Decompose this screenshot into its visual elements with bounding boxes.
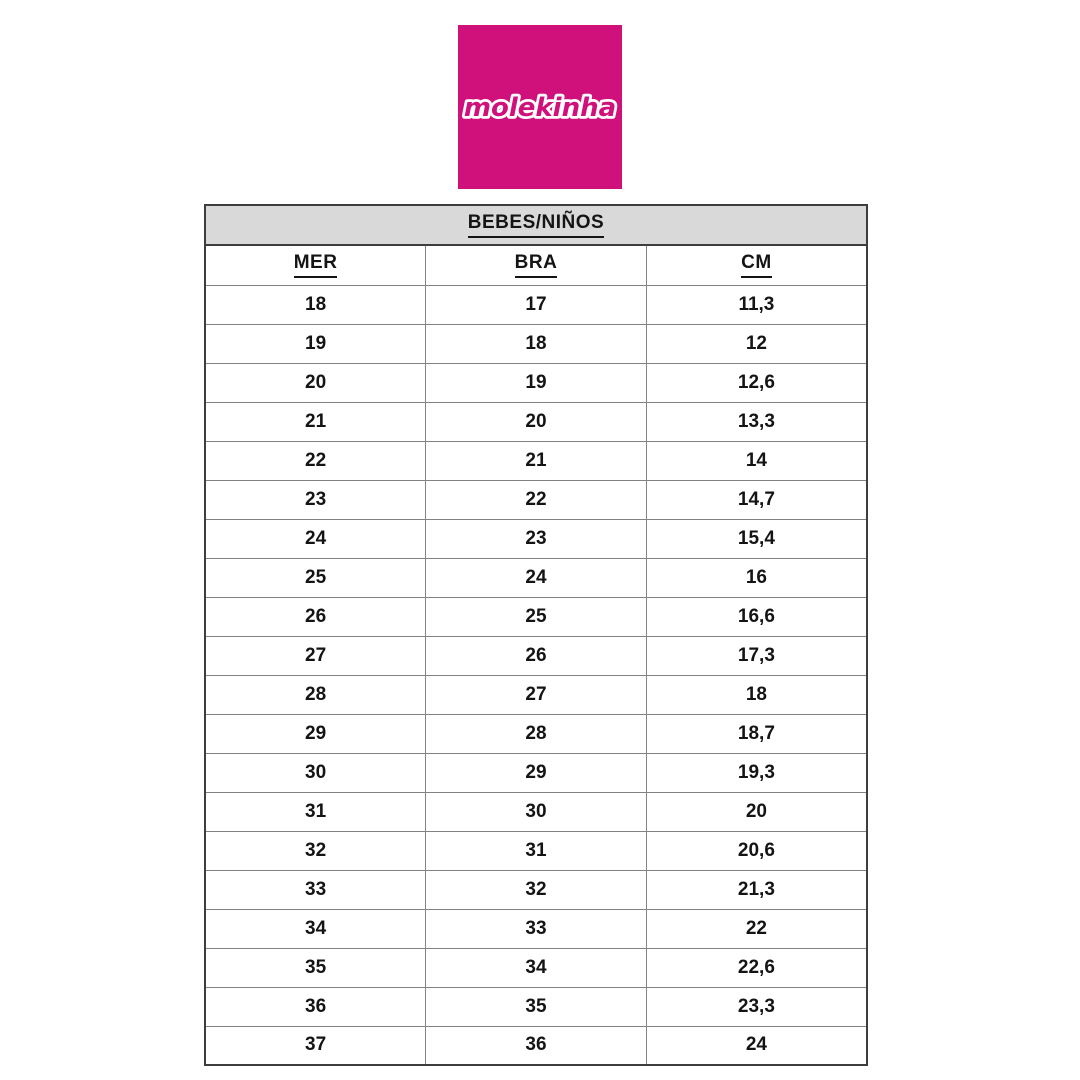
table-row — [205, 948, 867, 987]
table-cell: 25 — [426, 597, 647, 636]
table-cell: 12,6 — [646, 363, 867, 402]
table-cell: 36 — [426, 1026, 647, 1065]
table-row — [205, 753, 867, 792]
column-header-label: BRA — [515, 253, 558, 278]
table-row — [205, 909, 867, 948]
table-row — [205, 714, 867, 753]
table-cell: 30 — [205, 753, 426, 792]
table-title-cell — [205, 205, 867, 245]
table-cell: 27 — [205, 636, 426, 675]
table-cell: 14 — [646, 441, 867, 480]
table-cell: 22 — [426, 480, 647, 519]
table-cell: 24 — [646, 1026, 867, 1065]
table-cell: 19 — [426, 363, 647, 402]
table-row — [205, 831, 867, 870]
table-row — [205, 870, 867, 909]
table-cell: 18 — [205, 285, 426, 324]
table-cell: 20,6 — [646, 831, 867, 870]
table-row — [205, 402, 867, 441]
table-row — [205, 675, 867, 714]
table-cell: 37 — [205, 1026, 426, 1065]
table-cell: 26 — [205, 597, 426, 636]
table-cell: 34 — [205, 909, 426, 948]
table-cell: 30 — [426, 792, 647, 831]
table-cell: 17 — [426, 285, 647, 324]
table-cell: 22,6 — [646, 948, 867, 987]
table-row — [205, 987, 867, 1026]
table-cell: 25 — [205, 558, 426, 597]
table-column-header-row — [205, 245, 867, 285]
table-cell: 23 — [205, 480, 426, 519]
table-cell: 36 — [205, 987, 426, 1026]
table-cell: 24 — [205, 519, 426, 558]
table-cell: 21 — [426, 441, 647, 480]
table-row — [205, 636, 867, 675]
size-conversion-table — [204, 204, 868, 1066]
column-header-bra — [426, 245, 647, 285]
table-cell: 33 — [205, 870, 426, 909]
table-cell: 18 — [426, 324, 647, 363]
table-cell: 34 — [426, 948, 647, 987]
table-cell: 33 — [426, 909, 647, 948]
table-cell: 19 — [205, 324, 426, 363]
table-title-row — [205, 205, 867, 245]
column-header-label: MER — [294, 253, 338, 278]
column-header-mer — [205, 245, 426, 285]
column-header-cm — [646, 245, 867, 285]
table-row — [205, 597, 867, 636]
table-cell: 35 — [426, 987, 647, 1026]
table-body — [205, 285, 867, 1065]
table-cell: 15,4 — [646, 519, 867, 558]
table-row — [205, 558, 867, 597]
table-row — [205, 792, 867, 831]
table-cell: 24 — [426, 558, 647, 597]
table-cell: 16,6 — [646, 597, 867, 636]
table-cell: 23 — [426, 519, 647, 558]
table-cell: 19,3 — [646, 753, 867, 792]
table-cell: 17,3 — [646, 636, 867, 675]
table-row — [205, 441, 867, 480]
table-cell: 28 — [205, 675, 426, 714]
table-cell: 32 — [205, 831, 426, 870]
table-cell: 18 — [646, 675, 867, 714]
table-title: BEBES/NIÑOS — [468, 213, 604, 238]
table-cell: 13,3 — [646, 402, 867, 441]
table-cell: 31 — [205, 792, 426, 831]
brand-wordmark-icon — [462, 83, 618, 131]
table-cell: 29 — [426, 753, 647, 792]
table-cell: 21,3 — [646, 870, 867, 909]
table-cell: 20 — [205, 363, 426, 402]
brand-wordmark: molekinha — [463, 93, 617, 123]
table-cell: 35 — [205, 948, 426, 987]
table-cell: 31 — [426, 831, 647, 870]
column-header-label: CM — [741, 253, 772, 278]
table-cell: 12 — [646, 324, 867, 363]
table-row — [205, 519, 867, 558]
table-cell: 20 — [426, 402, 647, 441]
table-cell: 21 — [205, 402, 426, 441]
table-cell: 14,7 — [646, 480, 867, 519]
table-row — [205, 285, 867, 324]
table-cell: 16 — [646, 558, 867, 597]
table-cell: 29 — [205, 714, 426, 753]
table-cell: 32 — [426, 870, 647, 909]
table-cell: 28 — [426, 714, 647, 753]
table-cell: 20 — [646, 792, 867, 831]
table-cell: 27 — [426, 675, 647, 714]
table-row — [205, 363, 867, 402]
table-row — [205, 480, 867, 519]
table-cell: 23,3 — [646, 987, 867, 1026]
table-cell: 18,7 — [646, 714, 867, 753]
table-cell: 11,3 — [646, 285, 867, 324]
table-row — [205, 324, 867, 363]
table-cell: 22 — [646, 909, 867, 948]
table-row — [205, 1026, 867, 1065]
table-cell: 26 — [426, 636, 647, 675]
table-cell: 22 — [205, 441, 426, 480]
brand-logo-box — [458, 25, 622, 189]
